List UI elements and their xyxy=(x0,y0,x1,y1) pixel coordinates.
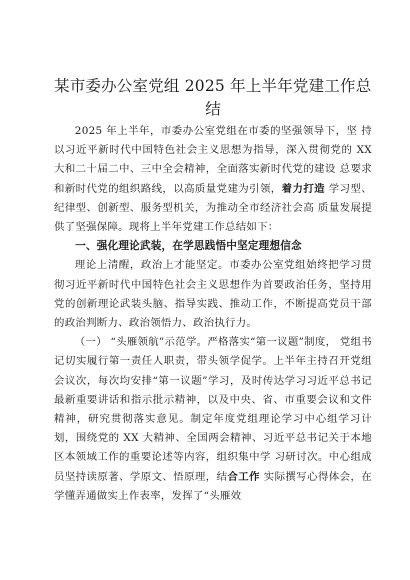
section-heading-1: 一、强化理论武装，在学思践悟中坚定理想信念 xyxy=(75,240,302,253)
subsection1-body: 党组书记切实履行第一责任人职责，带头领学促学。上半年主持召开党组会议次，每次均安排“第一议题”学习，及时传达学习习近平总书记最新重要讲话和指示批示精神，以及中央、省、市重要会议和文件精神，研究贯彻落实意见。制定年度党组理论学习中心组学习计划，围绕党的 XX 大精神、全国两会精神、习近平总书记关于本地区本领域工作的重要论述等内容，组织集中学 习研讨次。中心组成员坚持读原著、学原文、悟原理，结 xyxy=(54,336,372,483)
intro-text-part2: 学习型、纪律型、创新型、服务型机关，为推动全市经济社会高 质量发展提供了坚强保障。现将上半年党建工作总结如下： xyxy=(54,182,372,234)
document-page xyxy=(54,78,372,506)
intro-text-part1: 2025 年上半年，市委办公室党组在市委的坚强领导下，坚 持以习近平新时代中国特色社会主义思想为指导，深入贯彻党的 XX 大和二十届二中、三中全会精神，全面落实新时代党的建设 总要求和新时代党的组织路线，以高质量党建为引领， xyxy=(54,125,372,195)
subsection1-paragraph xyxy=(54,333,372,506)
document-title: 某市委办公室党组 2025 年上半年党建工作总 xyxy=(54,77,372,95)
intro-bold-text: 着力打造 xyxy=(281,182,326,195)
document-title-continuation: 结 xyxy=(205,100,221,118)
subsection1-bold-text: 合工作 xyxy=(227,470,260,483)
section1-paragraph: 理论上清醒，政治上才能坚定。市委办公室党组始终把学习贯彻习近平新时代中国特色社会主义思想作为首要政治任务，坚持用党的创新理论武装头脑、指导实践、推动工作，不断提高党员干部的政治判断力、政治领悟力、政治执行力。 xyxy=(54,259,372,330)
subsection1-tail: 实际撰写心得体会，在学懂弄通做实上作表率，发挥了“头雁效 xyxy=(54,470,372,502)
intro-paragraph xyxy=(54,122,372,237)
subsection1-lead: （一） “头雁领航”示范学。严格落实“第一议题”制度， xyxy=(74,336,337,349)
